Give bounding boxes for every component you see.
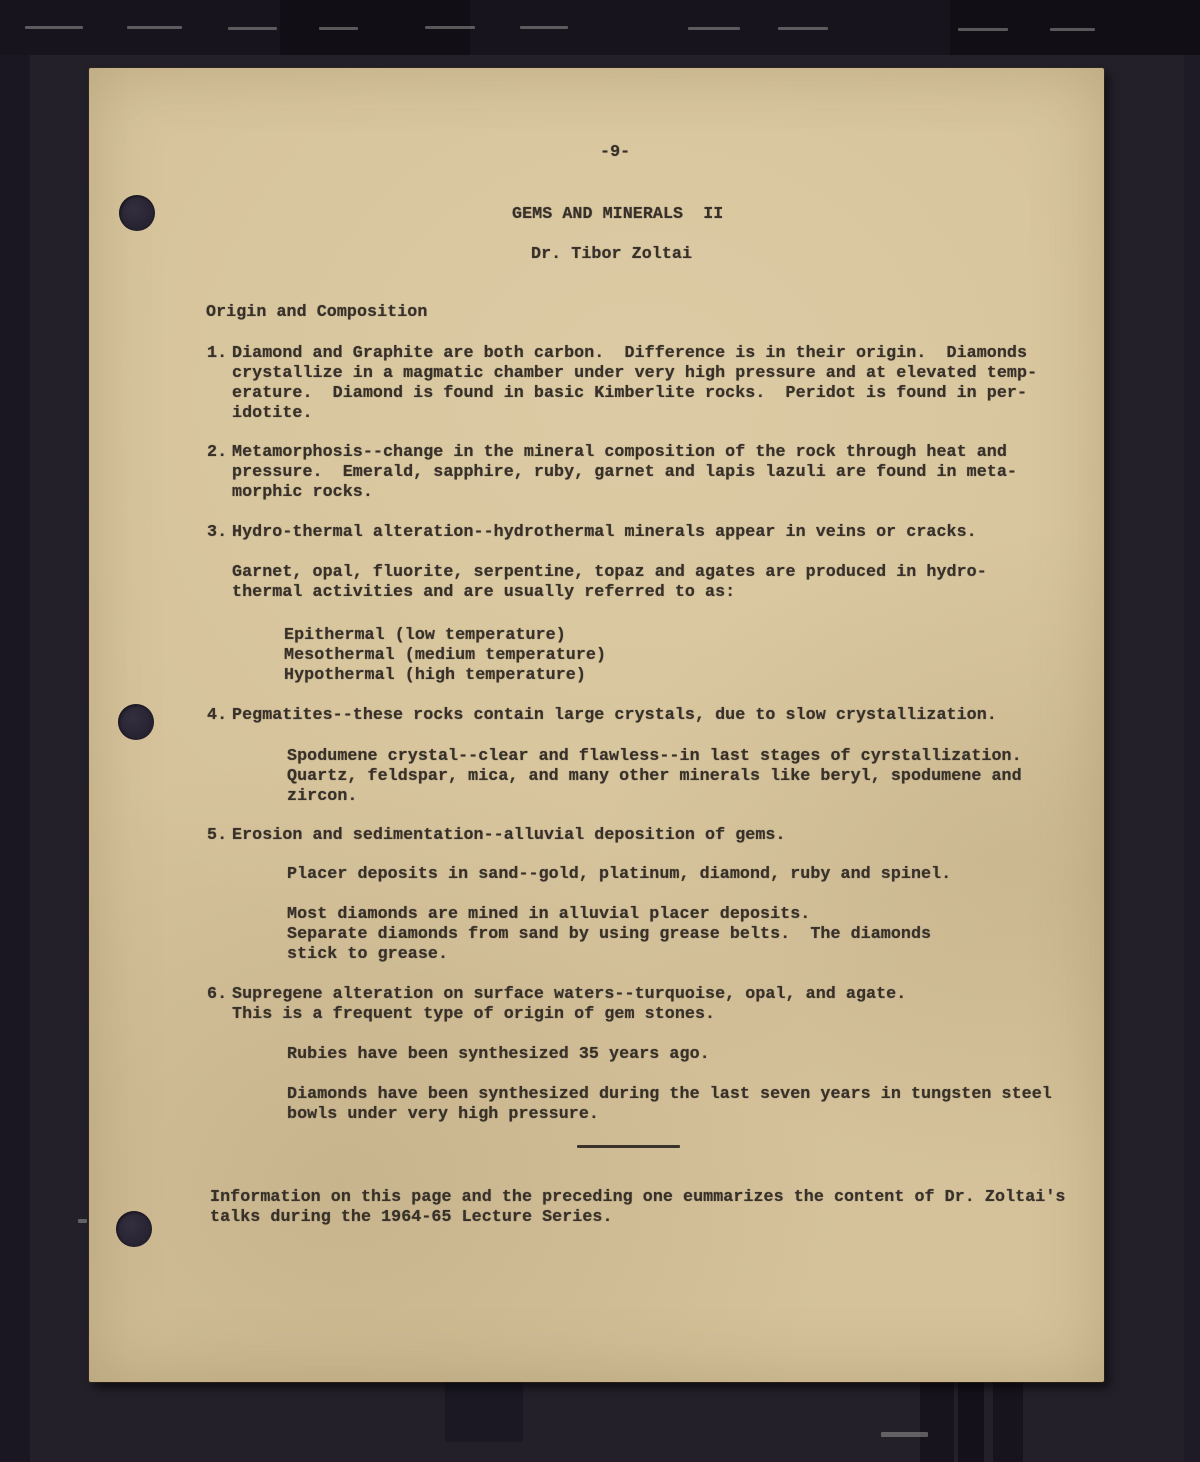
body-line: Pegmatites--these rocks contain large crystals, due to slow crystallization. — [232, 706, 997, 725]
film-mark — [319, 27, 358, 30]
film-mark — [881, 1432, 928, 1437]
body-line: Hypothermal (high temperature) — [284, 666, 586, 685]
body-line: Metamorphosis--change in the mineral composition of the rock through heat and — [232, 443, 1007, 462]
body-line: Most diamonds are mined in alluvial placer deposits. — [287, 905, 811, 924]
hole-punch — [119, 195, 155, 231]
background-shading — [993, 1382, 1023, 1462]
film-mark — [520, 26, 568, 29]
film-mark — [78, 1219, 87, 1223]
body-line: Mesothermal (medium temperature) — [284, 646, 607, 665]
footer-line: talks during the 1964-65 Lecture Series. — [210, 1208, 613, 1227]
background-shading — [958, 1382, 984, 1462]
body-line: Erosion and sedimentation--alluvial deposition of gems. — [232, 826, 786, 845]
body-line: Separate diamonds from sand by using grease belts. The diamonds — [287, 925, 932, 944]
background-shading — [920, 1382, 954, 1462]
section-heading: Origin and Composition — [206, 303, 428, 322]
film-mark — [127, 26, 182, 29]
body-line: idotite. — [232, 404, 313, 423]
divider-rule — [577, 1145, 680, 1148]
background-shading — [445, 1382, 523, 1442]
body-line: Supregene alteration on surface waters--turquoise, opal, and agate. — [232, 985, 907, 1004]
item-number: 3. — [207, 523, 228, 542]
body-line: Quartz, feldspar, mica, and many other minerals like beryl, spodumene and — [287, 767, 1022, 786]
item-number: 2. — [207, 443, 228, 462]
body-line: Rubies have been synthesized 35 years ago. — [287, 1045, 710, 1064]
body-line: Hydro-thermal alteration--hydrothermal minerals appear in veins or cracks. — [232, 523, 977, 542]
hole-punch — [118, 704, 154, 740]
page-number: -9- — [600, 143, 631, 162]
footer-line: Information on this page and the preceding one eummarizes the content of Dr. Zoltai's — [210, 1188, 1066, 1207]
doc-title: GEMS AND MINERALS II — [512, 205, 724, 224]
item-number: 4. — [207, 706, 228, 725]
body-line: thermal activities and are usually referred to as: — [232, 583, 736, 602]
film-mark — [1050, 28, 1095, 31]
body-line: crystallize in a magmatic chamber under very high pressure and at elevated temp- — [232, 364, 1038, 383]
background-shading — [0, 55, 30, 1462]
body-line: Placer deposits in sand--gold, platinum, diamond, ruby and spinel. — [287, 865, 952, 884]
film-mark — [425, 26, 475, 29]
body-line: Epithermal (low temperature) — [284, 626, 566, 645]
body-line: morphic rocks. — [232, 483, 373, 502]
body-line: bowls under very high pressure. — [287, 1105, 599, 1124]
body-line: Spodumene crystal--clear and flawless--in last stages of cyrstallization. — [287, 747, 1022, 766]
body-line: stick to grease. — [287, 945, 449, 964]
doc-author: Dr. Tibor Zoltai — [531, 245, 693, 264]
background-shading — [1184, 55, 1200, 1462]
item-number: 6. — [207, 985, 228, 1004]
body-line: Garnet, opal, fluorite, serpentine, topaz and agates are produced in hydro- — [232, 563, 987, 582]
body-line: pressure. Emerald, sapphire, ruby, garnet and lapis lazuli are found in meta- — [232, 463, 1018, 482]
item-number: 5. — [207, 826, 228, 845]
film-mark — [228, 27, 277, 30]
film-mark — [778, 27, 828, 30]
hole-punch — [116, 1211, 152, 1247]
film-mark — [958, 28, 1008, 31]
film-mark — [25, 26, 83, 29]
body-line: Diamonds have been synthesized during the last seven years in tungsten steel — [287, 1085, 1052, 1104]
body-line: This is a frequent type of origin of gem stones. — [232, 1005, 716, 1024]
item-number: 1. — [207, 344, 228, 363]
body-line: zircon. — [287, 787, 358, 806]
body-line: Diamond and Graphite are both carbon. Difference is in their origin. Diamonds — [232, 344, 1028, 363]
film-mark — [688, 27, 740, 30]
body-line: erature. Diamond is found in basic Kimberlite rocks. Peridot is found in per- — [232, 384, 1028, 403]
